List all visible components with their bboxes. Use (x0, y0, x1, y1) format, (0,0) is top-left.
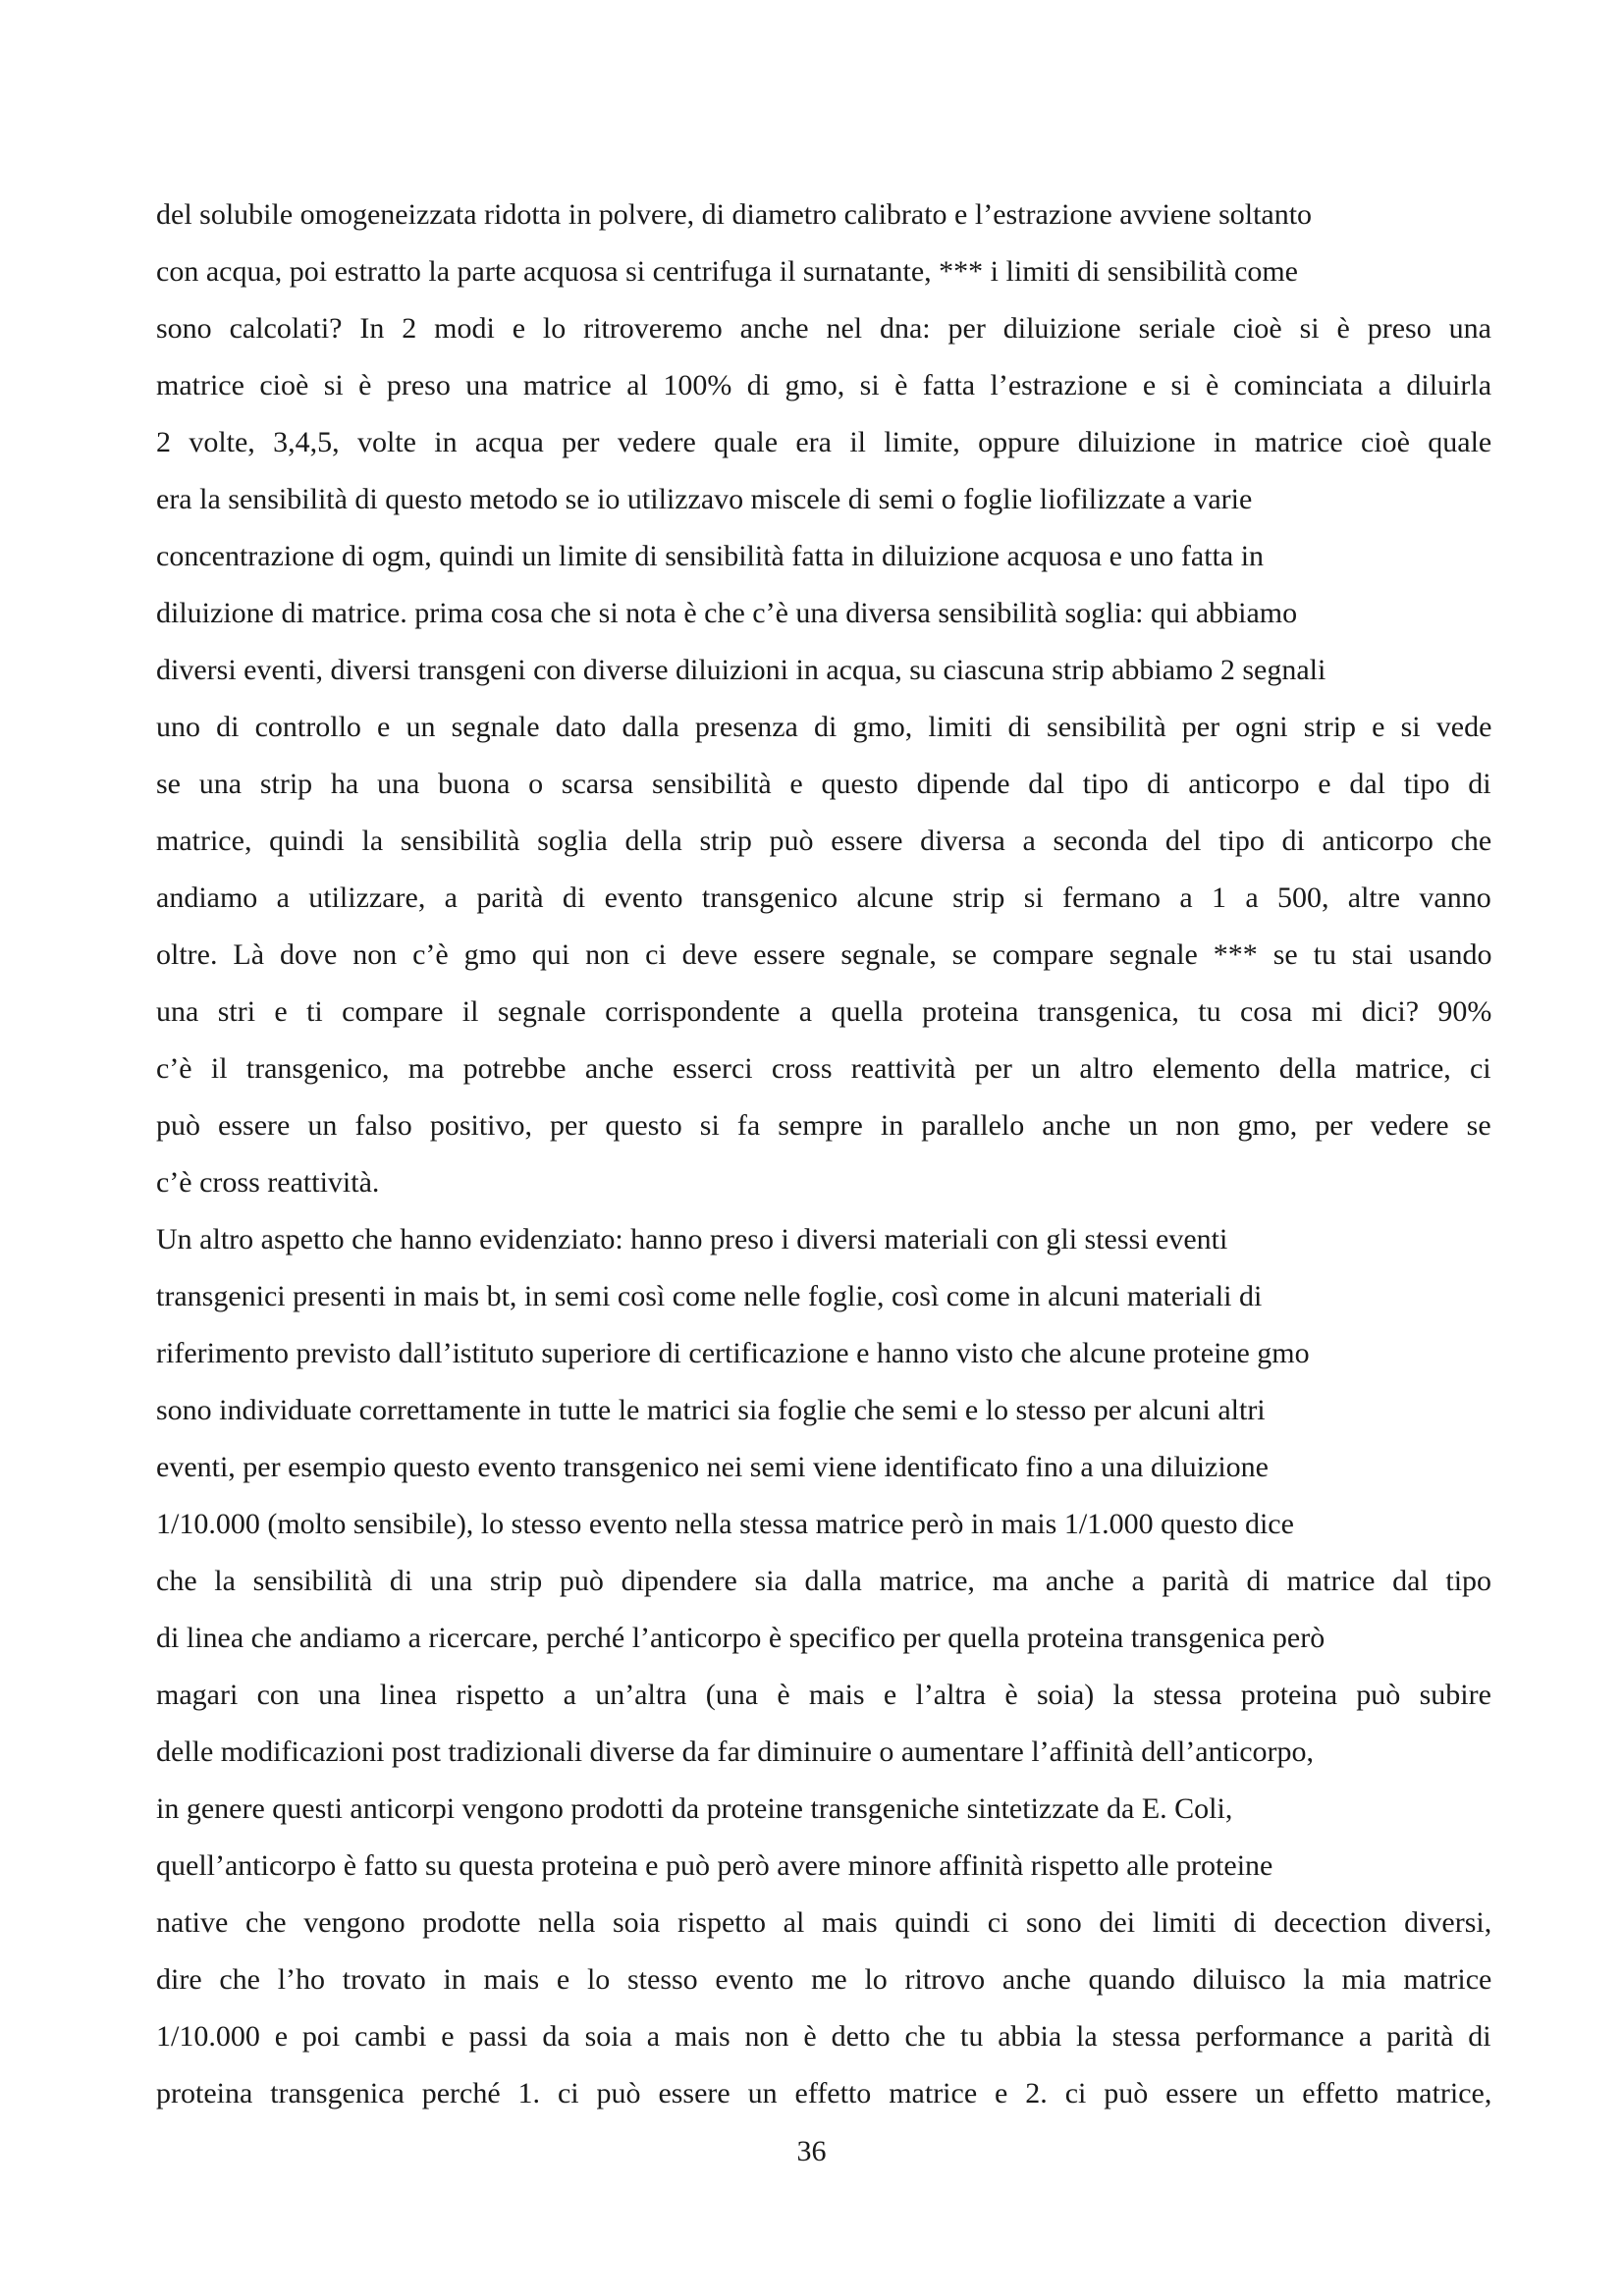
page-number: 36 (796, 2135, 827, 2167)
text-line: transgenici presenti in mais bt, in semi così come nelle foglie, così come in alcuni materiali di (156, 1280, 1263, 1312)
text-line: del solubile omogeneizzata ridotta in polvere, di diametro calibrato e l’estrazione avviene soltanto (156, 198, 1313, 231)
text-line: che la sensibilità di una strip può dipendere sia dalla matrice, ma anche a parità di matrice dal tipo (156, 1565, 1492, 1597)
text-line: una stri e ti compare il segnale corrispondente a quella proteina transgenica, tu cosa mi dici? 90% (156, 995, 1492, 1028)
body-text (156, 187, 1491, 2122)
text-line: matrice cioè si è preso una matrice al 100% di gmo, si è fatta l’estrazione e si è cominciata a diluirla (156, 369, 1492, 401)
text-line: 2 volte, 3,4,5, volte in acqua per vedere quale era il limite, oppure diluizione in matrice cioè quale (156, 426, 1492, 458)
text-line: se una strip ha una buona o scarsa sensibilità e questo dipende dal tipo di anticorpo e dal tipo di (156, 768, 1491, 800)
text-line: diversi eventi, diversi transgeni con diverse diluizioni in acqua, su ciascuna strip abbiamo 2 segnali (156, 654, 1326, 686)
text-line: delle modificazioni post tradizionali diverse da far diminuire o aumentare l’affinità dell’anticorpo, (156, 1735, 1315, 1768)
text-line: native che vengono prodotte nella soia rispetto al mais quindi ci sono dei limiti di decection diversi, (156, 1906, 1492, 1939)
text-line: oltre. Là dove non c’è gmo qui non ci deve essere segnale, se compare segnale *** se tu stai usando (156, 938, 1492, 971)
text-line: sono calcolati? In 2 modi e lo ritroveremo anche nel dna: per diluizione seriale cioè si è preso una (156, 312, 1491, 345)
text-line: di linea che andiamo a ricercare, perché l’anticorpo è specifico per quella proteina transgenica però (156, 1622, 1325, 1654)
text-line: può essere un falso positivo, per questo si fa sempre in parallelo anche un non gmo, per vedere se (156, 1109, 1491, 1142)
text-line: era la sensibilità di questo metodo se io utilizzavo miscele di semi o foglie liofilizzate a varie (156, 483, 1253, 515)
text-line: riferimento previsto dall’istituto superiore di certificazione e hanno visto che alcune proteine gmo (156, 1337, 1310, 1369)
text-line: proteina transgenica perché 1. ci può essere un effetto matrice e 2. ci può essere un effetto matrice, (156, 2077, 1492, 2109)
text-line: c’è cross reattività. (156, 1166, 380, 1199)
text-line: diluizione di matrice. prima cosa che si nota è che c’è una diversa sensibilità soglia: qui abbiamo (156, 597, 1298, 629)
text-line: Un altro aspetto che hanno evidenziato: hanno preso i diversi materiali con gli stessi eventi (156, 1223, 1228, 1255)
text-line: andiamo a utilizzare, a parità di evento transgenico alcune strip si fermano a 1 a 500, altre vanno (156, 881, 1491, 914)
text-line: magari con una linea rispetto a un’altra (una è mais e l’altra è soia) la stessa proteina può subire (156, 1679, 1491, 1711)
text-line: quell’anticorpo è fatto su questa proteina e può però avere minore affinità rispetto alle proteine (156, 1849, 1273, 1882)
text-line: con acqua, poi estratto la parte acquosa si centrifuga il surnatante, *** i limiti di sensibilità come (156, 255, 1298, 288)
text-line: sono individuate correttamente in tutte le matrici sia foglie che semi e lo stesso per alcuni altri (156, 1394, 1266, 1426)
text-line: 1/10.000 e poi cambi e passi da soia a mais non è detto che tu abbia la stessa performance a parità di (156, 2020, 1491, 2053)
text-line: concentrazione di ogm, quindi un limite di sensibilità fatta in diluizione acquosa e uno fatta in (156, 540, 1265, 572)
text-line: matrice, quindi la sensibilità soglia della strip può essere diversa a seconda del tipo di anticorpo che (156, 825, 1492, 857)
text-line: c’è il transgenico, ma potrebbe anche esserci cross reattività per un altro elemento della matrice, ci (156, 1052, 1491, 1085)
text-line: 1/10.000 (molto sensibile), lo stesso evento nella stessa matrice però in mais 1/1.000 questo dice (156, 1508, 1294, 1540)
text-line: uno di controllo e un segnale dato dalla presenza di gmo, limiti di sensibilità per ogni strip e si vede (156, 711, 1492, 743)
text-line: dire che l’ho trovato in mais e lo stesso evento me lo ritrovo anche quando diluisco la mia matrice (156, 1963, 1492, 1996)
text-line: eventi, per esempio questo evento transgenico nei semi viene identificato fino a una diluizione (156, 1451, 1269, 1483)
text-line: in genere questi anticorpi vengono prodotti da proteine transgeniche sintetizzate da E. Coli, (156, 1792, 1233, 1825)
